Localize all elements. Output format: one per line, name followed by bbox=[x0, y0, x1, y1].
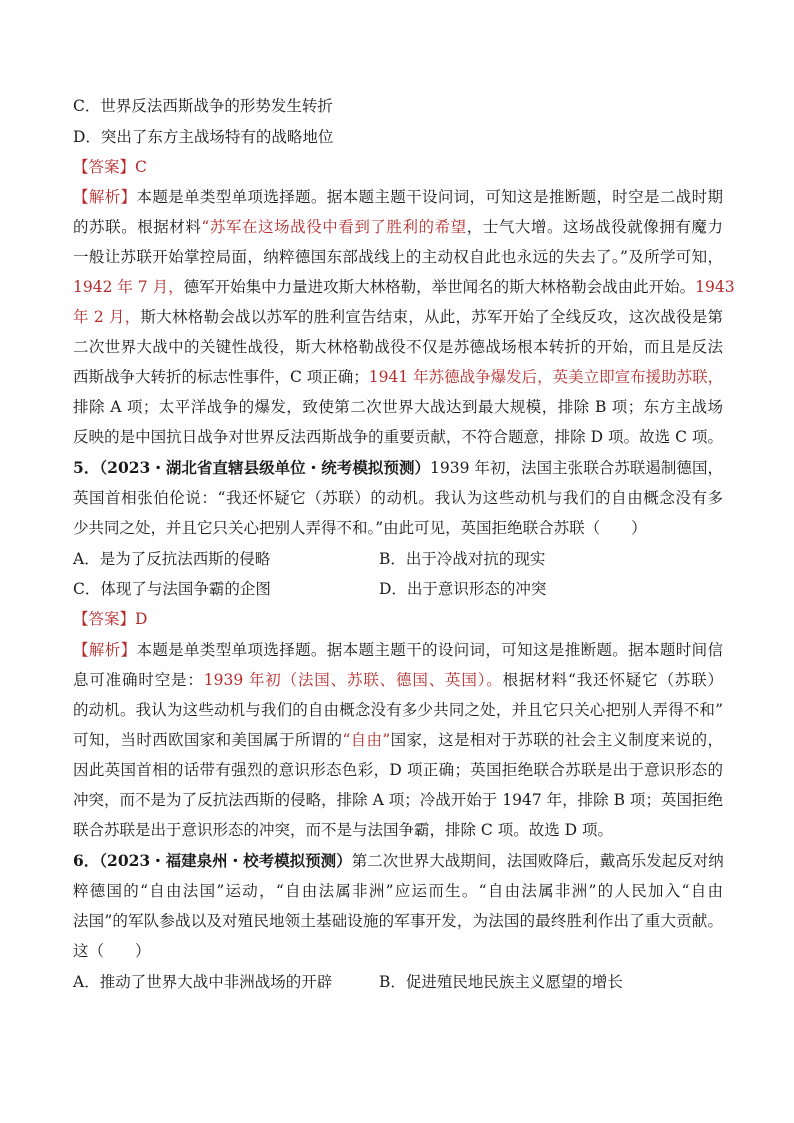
analysis-text: 斯大林格勒会战以苏军的胜利宣告结束，从此，苏军开始了全线反攻，这次战役是第 bbox=[140, 308, 723, 326]
q5-options-row-2 bbox=[73, 579, 723, 599]
analysis-quote: “自由” bbox=[342, 731, 391, 749]
analysis-date: 1941 年苏德战争爆发后，英美立即宣布援助苏联， bbox=[368, 368, 724, 386]
answer-tag: 【答案】 bbox=[73, 158, 136, 176]
q5-analysis-line-4 bbox=[73, 730, 723, 750]
q4-option-d: D．突出了东方主战场特有的战略地位 bbox=[73, 128, 334, 146]
question-number: 6． bbox=[73, 851, 100, 870]
analysis-text: 德军开始集中力量进攻斯大林格勒，举世闻名的斯大林格勒会战由此开始。 bbox=[183, 278, 696, 296]
analysis-text: 本题是单类型单项选择题。据本题主题干设问词，可知这是推断题，时空是二战时期 bbox=[136, 188, 723, 206]
option-a: A．推动了世界大战中非洲战场的开辟 bbox=[73, 973, 333, 991]
analysis-date: 1942 年 7 月， bbox=[73, 278, 184, 296]
q5-stem-line-1 bbox=[73, 458, 723, 478]
q4-analysis-line-4 bbox=[73, 277, 735, 297]
q4-analysis-line-2 bbox=[73, 217, 723, 237]
q5-analysis-line-6: 冲突，而不是为了反抗法西斯的侵略，排除 A 项；冷战开始于 1947 年，排除 B 项；英国拒绝 bbox=[73, 791, 723, 809]
q4-analysis-line-6: 二次世界大战中的关键性战役，斯大林格勒战役不仅是苏德战场根本转折的开始，而且是反法 bbox=[73, 338, 723, 356]
q4-analysis-line-8: 排除 A 项；太平洋战争的爆发，致使第二次世界大战达到最大规模，排除 B 项；东方主战场 bbox=[73, 398, 723, 416]
answer-value: C bbox=[135, 158, 147, 176]
q5-analysis-line-5: 因此英国首相的话带有强烈的意识形态色彩，D 项正确；英国拒绝联合苏联是出于意识形态的 bbox=[73, 761, 723, 779]
analysis-quote: “苏军在这场战役中看到了胜利的希望 bbox=[201, 218, 467, 236]
answer-tag: 【答案】 bbox=[73, 610, 136, 628]
question-stem: 第二次世界大战期间，法国败降后，戴高乐发起反对纳 bbox=[351, 852, 724, 870]
analysis-date: 年 2 月， bbox=[73, 308, 141, 326]
question-stem: 1939 年初，法国主张联合苏联遏制德国， bbox=[430, 459, 723, 477]
q4-analysis-line-3: 一般让苏联开始掌控局面，纳粹德国东部战线上的主动权自此也永远的失去了。”及所学可知， bbox=[73, 248, 723, 266]
q5-stem-line-2: 英国首相张伯伦说：“我还怀疑它（苏联）的动机。我认为这些动机与我们的自由概念没有多 bbox=[73, 489, 723, 507]
q5-analysis-line-2 bbox=[73, 670, 723, 690]
analysis-date: 1939 年初（法国、苏联、德国、英国）。 bbox=[203, 671, 503, 689]
q6-stem-line-1 bbox=[73, 851, 723, 871]
q5-options-row-1 bbox=[73, 549, 723, 569]
q4-analysis-line-7 bbox=[73, 367, 723, 387]
option-c: C．体现了与法国争霸的企图 bbox=[73, 580, 271, 598]
q4-answer bbox=[73, 157, 723, 177]
option-b: B．出于冷战对抗的现实 bbox=[379, 550, 546, 568]
q6-options-row-1 bbox=[73, 972, 723, 992]
analysis-text: 本题是单类型单项选择题。据本题主题干的设问词，可知这是推断题。据本题时间信 bbox=[136, 641, 723, 659]
analysis-tag: 【解析】 bbox=[73, 188, 137, 206]
q5-analysis-line-7: 联合苏联是出于意识形态的冲突，而不是与法国争霸，排除 C 项。故选 D 项。 bbox=[73, 821, 613, 839]
analysis-text: ，士气大增。这场战役就像拥有魔力 bbox=[466, 218, 723, 236]
q4-analysis-line-1 bbox=[73, 187, 723, 207]
question-source: （2023・湖北省直辖县级单位・统考模拟预测） bbox=[99, 458, 431, 477]
analysis-text: 息可准确时空是： bbox=[73, 671, 204, 689]
q6-stem-line-2: 粹德国的“自由法国”运动，“自由法属非洲”应运而生。“自由法属非洲”的人民加入“自由 bbox=[73, 882, 723, 900]
analysis-text: 西斯战争大转折的标志性事件，C 项正确； bbox=[73, 368, 369, 386]
analysis-text: 根据材料“我还怀疑它（苏联） bbox=[502, 671, 723, 689]
option-a: A．是为了反抗法西斯的侵略 bbox=[73, 550, 271, 568]
q4-option-c: C．世界反法西斯战争的形势发生转折 bbox=[73, 97, 333, 115]
question-number: 5． bbox=[73, 458, 100, 477]
q4-analysis-line-9: 反映的是中国抗日战争对世界反法西斯战争的重要贡献，不符合题意，排除 D 项。故选 C 项。 bbox=[73, 428, 723, 446]
option-d: D．出于意识形态的冲突 bbox=[379, 580, 547, 598]
q5-analysis-line-1 bbox=[73, 640, 723, 660]
q5-answer bbox=[73, 609, 723, 629]
q6-stem-line-4: 这（ ） bbox=[73, 942, 151, 960]
analysis-tag: 【解析】 bbox=[73, 641, 137, 659]
q6-stem-line-3: 法国”的军队参战以及对殖民地领土基础设施的军事开发，为法国的最终胜利作出了重大贡献。 bbox=[73, 912, 723, 930]
option-b: B．促进殖民地民族主义愿望的增长 bbox=[379, 973, 623, 991]
analysis-text: 国家，这是相对于苏联的社会主义制度来说的， bbox=[390, 731, 723, 749]
q4-analysis-line-5 bbox=[73, 307, 723, 327]
question-source: （2023・福建泉州・校考模拟预测） bbox=[99, 851, 352, 870]
q5-analysis-line-3: 的动机。我认为这些动机与我们的自由概念没有多少共同之处，并且它只关心把别人弄得不和” bbox=[73, 701, 723, 719]
analysis-date: 1943 bbox=[695, 278, 735, 296]
analysis-text: 可知，当时西欧国家和美国属于所谓的 bbox=[73, 731, 343, 749]
analysis-text: 的苏联。根据材料 bbox=[73, 218, 202, 236]
q5-stem-line-3: 少共同之处，并且它只关心把别人弄得不和。”由此可见，英国拒绝联合苏联（ ） bbox=[73, 519, 647, 537]
answer-value: D bbox=[135, 610, 148, 628]
